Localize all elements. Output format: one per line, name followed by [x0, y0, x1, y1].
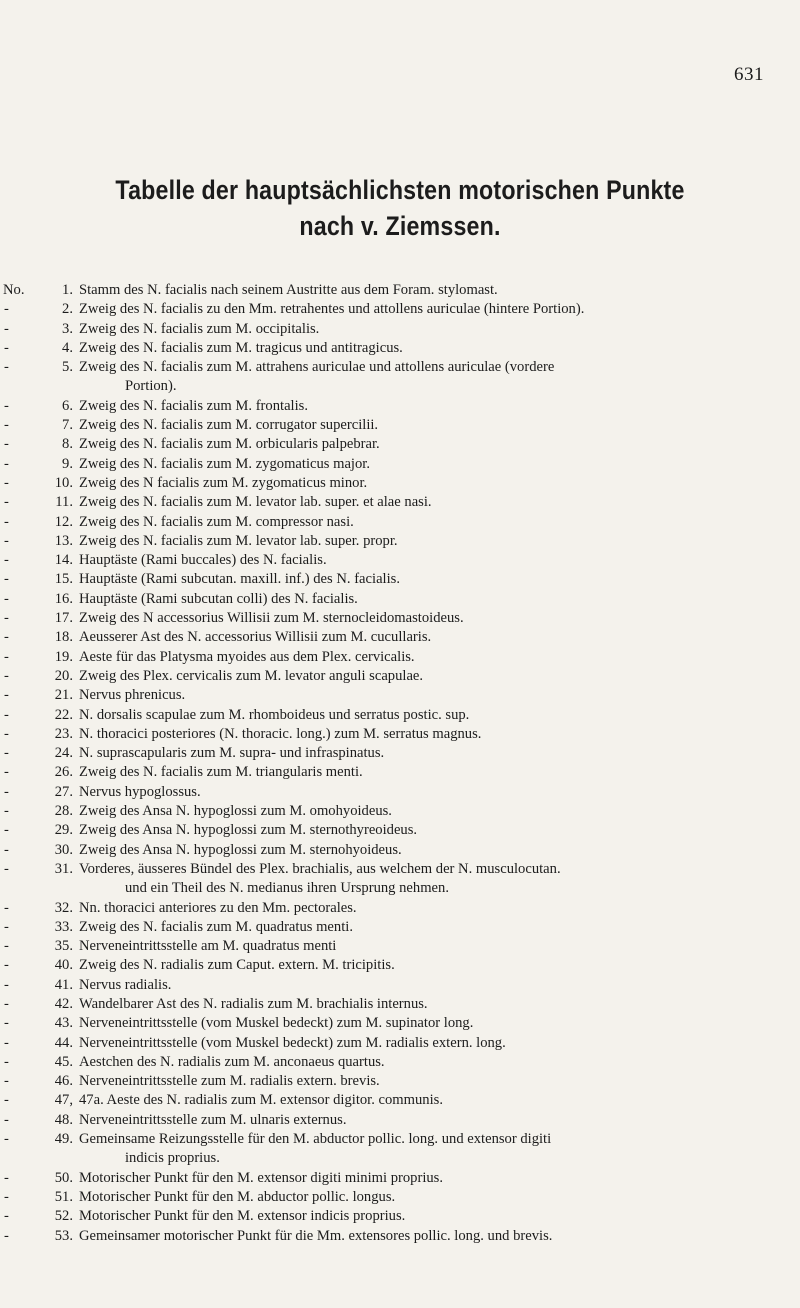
page-number: 631 [734, 64, 764, 85]
entry-index: 22. [54, 706, 73, 723]
entry-text: Portion). [125, 378, 177, 395]
entry-index: 20. [54, 667, 73, 684]
list-item [0, 1169, 800, 1188]
entry-text: Stamm des N. facialis nach seinem Austritte aus dem Foram. stylomast. [79, 282, 498, 298]
list-item [0, 667, 800, 686]
list-item [0, 513, 800, 532]
list-item [0, 590, 800, 609]
list-item [0, 1034, 800, 1053]
entry-prefix: - [4, 571, 9, 588]
entry-number [0, 397, 79, 416]
list-item [0, 551, 800, 570]
list-item-continuation [0, 1149, 800, 1168]
entry-number [0, 783, 79, 802]
entry-text: Zweig des N. facialis zum M. compressor nasi. [79, 513, 354, 530]
entry-prefix: - [4, 513, 9, 530]
entry-index: 2. [62, 301, 73, 318]
entry-index: 35. [54, 938, 73, 955]
entry-prefix: - [4, 629, 9, 646]
list-item [0, 628, 800, 647]
entry-number [0, 281, 79, 300]
entry-text: Aeste für das Platysma myoides aus dem Plex. cervicalis. [79, 648, 415, 665]
entry-index: 5. [62, 359, 73, 376]
entry-number [0, 300, 79, 319]
entry-index: 23. [54, 725, 73, 742]
entry-index: 42. [54, 995, 73, 1012]
entry-prefix: - [4, 610, 9, 627]
entry-text: und ein Theil des N. medianus ihren Ursprung nehmen. [125, 880, 449, 897]
entry-number [0, 1149, 79, 1168]
entry-number [0, 474, 79, 493]
entry-index: 29. [54, 822, 73, 839]
list-item [0, 416, 800, 435]
list-item [0, 1207, 800, 1226]
entry-number [0, 551, 79, 570]
entry-index: 31. [54, 860, 73, 877]
entry-index: 50. [54, 1169, 73, 1186]
entry-number [0, 609, 79, 628]
entry-number [0, 686, 79, 705]
entry-index: 41. [54, 976, 73, 993]
entry-number [0, 1188, 79, 1207]
list-item [0, 821, 800, 840]
entry-number [0, 1227, 79, 1246]
entry-prefix: - [4, 417, 9, 434]
entry-text: Zweig des N facialis zum M. zygomaticus minor. [79, 474, 368, 491]
entry-text: Zweig des N. facialis zum M. triangularis menti. [79, 764, 363, 781]
entry-text: Nervus radialis. [79, 976, 172, 993]
entry-prefix: - [4, 764, 9, 781]
entry-number [0, 860, 79, 879]
list-item [0, 763, 800, 782]
entry-index: 13. [54, 532, 73, 549]
entry-prefix: - [4, 783, 9, 800]
entry-number [0, 1053, 79, 1072]
list-item [0, 532, 800, 551]
entry-prefix: - [4, 822, 9, 839]
list-item [0, 493, 800, 512]
entry-number [0, 493, 79, 512]
entry-number [0, 1014, 79, 1033]
list-item [0, 1053, 800, 1072]
entry-number [0, 377, 79, 396]
entry-prefix: - [4, 359, 9, 376]
entry-index: 19. [54, 648, 73, 665]
entry-prefix: - [4, 860, 9, 877]
list-item [0, 1091, 800, 1110]
entry-text: Zweig des Ansa N. hypoglossi zum M. sternothyreoideus. [79, 822, 418, 839]
entry-text: Hauptäste (Rami subcutan. maxill. inf.) des N. facialis. [79, 571, 400, 588]
list-item [0, 474, 800, 493]
entry-index: 32. [54, 899, 73, 916]
list-item [0, 1130, 800, 1149]
entry-index: 1. [62, 282, 73, 298]
entry-number [0, 744, 79, 763]
list-item [0, 358, 800, 377]
entry-number [0, 1072, 79, 1091]
entry-number [0, 995, 79, 1014]
entry-text: Zweig des N. facialis zum M. tragicus und antitragicus. [79, 339, 403, 356]
entry-number [0, 956, 79, 975]
entry-number [0, 320, 79, 339]
list-item [0, 300, 800, 319]
list-item [0, 976, 800, 995]
entry-number [0, 1111, 79, 1130]
entry-prefix: - [4, 745, 9, 762]
entry-index: 40. [54, 957, 73, 974]
entry-text: Motorischer Punkt für den M. abductor pollic. longus. [79, 1188, 396, 1205]
entry-index: 26. [54, 764, 73, 781]
entry-number [0, 706, 79, 725]
entry-number [0, 821, 79, 840]
entry-text: Zweig des Ansa N. hypoglossi zum M. omohyoideus. [79, 803, 392, 820]
entry-index: 53. [54, 1227, 73, 1244]
entry-number [0, 841, 79, 860]
entry-prefix: - [4, 803, 9, 820]
entry-text: Zweig des Ansa N. hypoglossi zum M. sternohyoideus. [79, 841, 402, 858]
title-line-1: Tabelle der hauptsächlichsten motorischen Punkte [115, 175, 685, 205]
list-item [0, 435, 800, 454]
entry-index: 33. [54, 918, 73, 935]
entry-prefix: - [4, 590, 9, 607]
entry-prefix: - [4, 474, 9, 491]
entry-number [0, 1091, 79, 1110]
entry-text: Zweig des N. facialis zum M. occipitalis. [79, 320, 320, 337]
entry-index: 21. [54, 687, 73, 704]
entry-text: N. suprascapularis zum M. supra- und infraspinatus. [79, 745, 385, 762]
entry-text: Gemeinsame Reizungsstelle für den M. abductor pollic. long. und extensor digiti [79, 1131, 552, 1148]
entry-text: Zweig des N. facialis zum M. levator lab. super. et alae nasi. [79, 494, 432, 511]
entry-prefix: - [4, 552, 9, 569]
entry-index: 46. [54, 1073, 73, 1090]
entry-prefix: - [4, 995, 9, 1012]
entry-prefix: - [4, 1073, 9, 1090]
entry-index: 48. [54, 1111, 73, 1128]
motor-points-list [0, 281, 800, 1246]
entry-number [0, 416, 79, 435]
entry-text: Gemeinsamer motorischer Punkt für die Mm. extensores pollic. long. und brevis. [79, 1227, 553, 1244]
entry-number [0, 918, 79, 937]
entry-prefix: - [4, 841, 9, 858]
entry-text: Nerveneintrittsstelle (vom Muskel bedeckt) zum M. supinator long. [79, 1015, 474, 1032]
entry-number [0, 435, 79, 454]
entry-index: 49. [54, 1131, 73, 1148]
entry-index: 47, [54, 1092, 73, 1109]
list-item [0, 995, 800, 1014]
entry-prefix: - [4, 339, 9, 356]
list-item-continuation [0, 377, 800, 396]
title-line-2: nach v. Ziemssen. [299, 211, 501, 241]
entry-number [0, 455, 79, 474]
list-item [0, 899, 800, 918]
entry-prefix: - [4, 899, 9, 916]
entry-text: Nervus phrenicus. [79, 687, 186, 704]
entry-index: 14. [54, 552, 73, 569]
entry-index: 6. [62, 397, 73, 414]
entry-prefix: - [4, 1015, 9, 1032]
entry-prefix: - [4, 1188, 9, 1205]
entry-index: 15. [54, 571, 73, 588]
entry-prefix: - [4, 1169, 9, 1186]
entry-prefix: - [4, 320, 9, 337]
entry-text: Wandelbarer Ast des N. radialis zum M. brachialis internus. [79, 995, 428, 1012]
list-item [0, 725, 800, 744]
list-item [0, 609, 800, 628]
entry-text: Zweig des N. facialis zum M. orbicularis palpebrar. [79, 436, 380, 453]
entry-prefix: - [4, 1227, 9, 1244]
entry-number [0, 648, 79, 667]
entry-text: Nerveneintrittsstelle am M. quadratus menti [79, 938, 337, 955]
entry-prefix: - [4, 1034, 9, 1051]
entry-text: Motorischer Punkt für den M. extensor indicis proprius. [79, 1208, 406, 1225]
entry-prefix: - [4, 494, 9, 511]
entry-index: 4. [62, 339, 73, 356]
entry-index: 8. [62, 436, 73, 453]
entry-index: 24. [54, 745, 73, 762]
entry-number [0, 570, 79, 589]
entry-text: Nervus hypoglossus. [79, 783, 201, 800]
entry-text: Aeusserer Ast des N. accessorius Willisii zum M. cucullaris. [79, 629, 432, 646]
entry-number [0, 667, 79, 686]
list-item [0, 860, 800, 879]
entry-prefix: - [4, 706, 9, 723]
entry-text: Hauptäste (Rami subcutan colli) des N. facialis. [79, 590, 358, 607]
entry-prefix: - [4, 918, 9, 935]
entry-prefix: - [4, 667, 9, 684]
list-item [0, 686, 800, 705]
entry-prefix: - [4, 301, 9, 318]
entry-prefix: - [4, 1111, 9, 1128]
entry-text: Motorischer Punkt für den M. extensor digiti minimi proprius. [79, 1169, 443, 1186]
entry-number [0, 763, 79, 782]
entry-prefix: - [4, 397, 9, 414]
list-item [0, 1072, 800, 1091]
entry-number [0, 1130, 79, 1149]
entry-text: Zweig des N. facialis zum M. attrahens auriculae und attollens auriculae (vordere [79, 359, 555, 376]
entry-index: 3. [62, 320, 73, 337]
list-item [0, 320, 800, 339]
entry-number [0, 628, 79, 647]
entry-number [0, 339, 79, 358]
entry-index: 7. [62, 417, 73, 434]
entry-number [0, 1034, 79, 1053]
entry-index: 45. [54, 1053, 73, 1070]
entry-prefix: - [4, 1131, 9, 1148]
entry-index: 10. [54, 474, 73, 491]
list-item [0, 1227, 800, 1246]
entry-number [0, 590, 79, 609]
entry-text: Zweig des N. facialis zum M. zygomaticus major. [79, 455, 370, 472]
entry-text: Hauptäste (Rami buccales) des N. facialis. [79, 552, 327, 569]
entry-number [0, 725, 79, 744]
entry-text: 47a. Aeste des N. radialis zum M. extensor digitor. communis. [79, 1092, 443, 1109]
entry-index: 9. [62, 455, 73, 472]
list-item [0, 956, 800, 975]
list-item [0, 1111, 800, 1130]
entry-index: 28. [54, 803, 73, 820]
entry-text: N. dorsalis scapulae zum M. rhomboideus und serratus postic. sup. [79, 706, 470, 723]
entry-index: 11. [55, 494, 73, 511]
entry-index: 27. [54, 783, 73, 800]
list-item [0, 1188, 800, 1207]
entry-prefix: - [4, 532, 9, 549]
entry-number [0, 899, 79, 918]
entry-text: Zweig des N. facialis zum M. quadratus menti. [79, 918, 353, 935]
list-item [0, 1014, 800, 1033]
entry-index: 51. [54, 1188, 73, 1205]
list-item [0, 783, 800, 802]
list-item [0, 648, 800, 667]
entry-text: Nn. thoracici anteriores zu den Mm. pectorales. [79, 899, 357, 916]
entry-prefix: - [4, 648, 9, 665]
entry-prefix: - [4, 687, 9, 704]
entry-text: Zweig des N. facialis zum M. levator lab. super. propr. [79, 532, 398, 549]
entry-prefix: - [4, 725, 9, 742]
entry-prefix: No. [3, 282, 25, 298]
list-item [0, 802, 800, 821]
entry-text: N. thoracici posteriores (N. thoracic. long.) zum M. serratus magnus. [79, 725, 482, 742]
entry-text: Zweig des N. facialis zum M. frontalis. [79, 397, 308, 414]
entry-number [0, 513, 79, 532]
entry-text: Zweig des N. facialis zum M. corrugator supercilii. [79, 417, 379, 434]
entry-index: 43. [54, 1015, 73, 1032]
entry-text: indicis proprius. [125, 1150, 220, 1167]
entry-text: Nerveneintrittsstelle (vom Muskel bedeckt) zum M. radialis extern. long. [79, 1034, 506, 1051]
list-item [0, 339, 800, 358]
entry-prefix: - [4, 1053, 9, 1070]
list-item [0, 570, 800, 589]
entry-text: Zweig des N accessorius Willisii zum M. sternocleidomastoideus. [79, 610, 464, 627]
entry-index: 44. [54, 1034, 73, 1051]
entry-index: 30. [54, 841, 73, 858]
entry-index: 52. [54, 1208, 73, 1225]
list-item [0, 841, 800, 860]
entry-text: Nerveneintrittsstelle zum M. radialis extern. brevis. [79, 1073, 380, 1090]
entry-number [0, 358, 79, 377]
entry-text: Aestchen des N. radialis zum M. anconaeus quartus. [79, 1053, 385, 1070]
entry-number [0, 802, 79, 821]
entry-number [0, 1207, 79, 1226]
list-item [0, 397, 800, 416]
entry-prefix: - [4, 938, 9, 955]
entry-number [0, 532, 79, 551]
entry-index: 16. [54, 590, 73, 607]
list-item [0, 706, 800, 725]
entry-prefix: - [4, 1092, 9, 1109]
entry-prefix: - [4, 1208, 9, 1225]
entry-number [0, 1169, 79, 1188]
list-item [0, 744, 800, 763]
entry-text: Nerveneintrittsstelle zum M. ulnaris externus. [79, 1111, 347, 1128]
entry-text: Zweig des N. radialis zum Caput. extern. M. tricipitis. [79, 957, 395, 974]
entry-text: Vorderes, äusseres Bündel des Plex. brachialis, aus welchem der N. musculocutan. [79, 860, 561, 877]
list-item [0, 937, 800, 956]
entry-prefix: - [4, 455, 9, 472]
entry-index: 17. [54, 610, 73, 627]
title-block [0, 172, 800, 244]
entry-text: Zweig des Plex. cervicalis zum M. levator anguli scapulae. [79, 667, 424, 684]
entry-prefix: - [4, 957, 9, 974]
entry-index: 12. [54, 513, 73, 530]
entry-number [0, 976, 79, 995]
entry-prefix: - [4, 976, 9, 993]
list-item-continuation [0, 879, 800, 898]
entry-prefix: - [4, 436, 9, 453]
entry-number [0, 879, 79, 898]
entry-number [0, 937, 79, 956]
entry-index: 18. [54, 629, 73, 646]
list-item [0, 455, 800, 474]
entry-text: Zweig des N. facialis zu den Mm. retrahentes und attollens auriculae (hintere Portion). [79, 301, 585, 318]
list-item [0, 281, 800, 300]
list-item [0, 918, 800, 937]
